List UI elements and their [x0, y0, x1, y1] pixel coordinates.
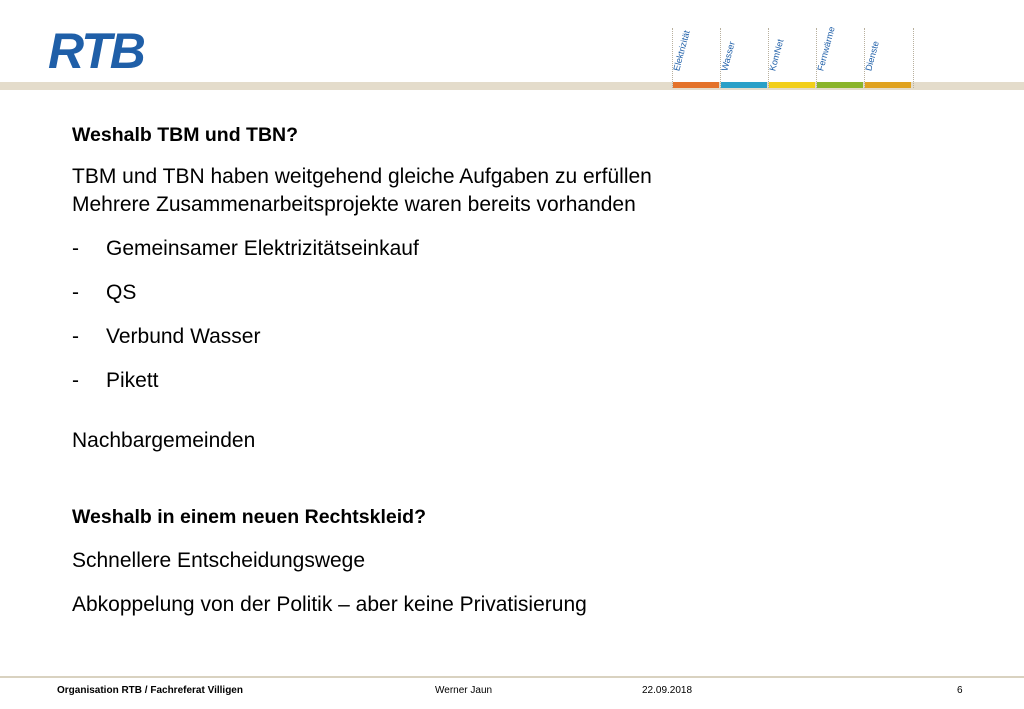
tab-color-stripe — [721, 82, 767, 88]
bullet-dash: - — [72, 325, 79, 348]
paragraph-line: Schnellere Entscheidungswege — [72, 549, 366, 572]
paragraph-line: Mehrere Zusammenarbeitsprojekte waren bereits vorhanden — [72, 193, 636, 216]
paragraph-line: Nachbargemeinden — [72, 429, 256, 452]
bullet-dash: - — [72, 369, 79, 392]
tab-fernwaerme[interactable] — [815, 25, 865, 88]
list-item-text: Gemeinsamer Elektrizitätseinkauf — [106, 237, 419, 260]
footer-date: 22.09.2018 — [642, 685, 693, 696]
heading-why-new-legal-form: Weshalb in einem neuen Rechtskleid? — [72, 506, 426, 528]
paragraph-line: Abkoppelung von der Politik – aber keine Privatisierung — [72, 593, 587, 616]
tab-label: Elektrizität — [671, 29, 692, 72]
tab-label: Fernwärme — [815, 25, 837, 73]
bullet-dash: - — [72, 237, 79, 260]
list-item-text: Verbund Wasser — [106, 325, 261, 348]
tab-dienste[interactable] — [864, 28, 914, 88]
tab-color-stripe — [865, 82, 911, 88]
footer-title: Organisation RTB / Fachreferat Villigen — [57, 685, 243, 696]
tab-label: KomNet — [767, 38, 786, 72]
tab-color-stripe — [673, 82, 719, 88]
heading-why-tbm-tbn: Weshalb TBM und TBN? — [72, 124, 299, 146]
rtb-logo: RTB — [48, 23, 144, 79]
paragraph-line: TBM und TBN haben weitgehend gleiche Aufgaben zu erfüllen — [72, 165, 652, 188]
tab-color-stripe — [817, 82, 863, 88]
tab-label: Wasser — [719, 40, 737, 72]
list-item-text: QS — [106, 281, 137, 304]
bullet-dash: - — [72, 281, 79, 304]
footer-divider — [0, 676, 1024, 678]
division-tabs — [671, 25, 922, 90]
list-item-text: Pikett — [106, 369, 159, 392]
tab-color-stripe — [769, 82, 815, 88]
footer-author: Werner Jaun — [435, 685, 493, 696]
tab-elektrizitaet[interactable] — [672, 28, 721, 88]
tab-komnet[interactable] — [768, 28, 817, 88]
footer-page-number: 6 — [957, 685, 963, 696]
tab-label: Dienste — [863, 39, 881, 72]
tab-wasser[interactable] — [720, 28, 769, 88]
